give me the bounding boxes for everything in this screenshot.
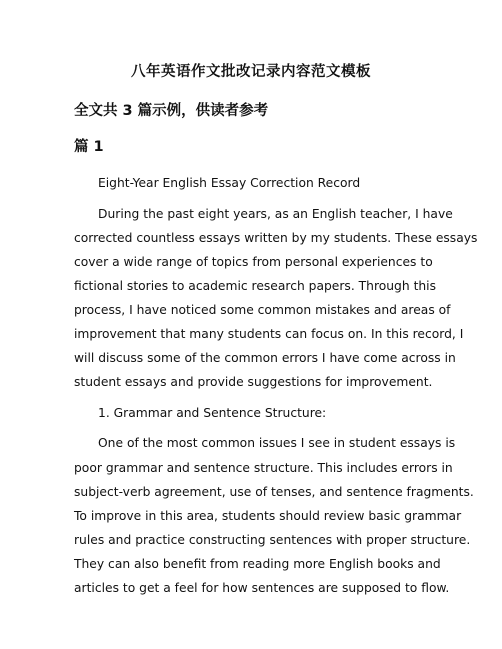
paragraph-line: During the past eight years, as an English teacher, I have (98, 206, 453, 221)
paragraph-line: cover a wide range of topics from personal experiences to (74, 254, 433, 269)
document-title: 八年英语作文批改记录内容范文模板 (131, 64, 371, 80)
paragraph-line: articles to get a feel for how sentences are supposed to flow. (74, 581, 450, 595)
essay-body (74, 171, 478, 600)
essay-title: Eight-Year English Essay Correction Record (98, 176, 361, 190)
paragraph-line: fictional stories to academic research papers. Through this (74, 278, 437, 293)
section-heading: 篇 1 (74, 139, 104, 155)
paragraph-line: improvement that many students can focus on. In this record, I (74, 327, 464, 342)
paragraph-line: process, I have noticed some common mistakes and areas of (74, 302, 451, 317)
paragraph-line: rules and practice constructing sentences with proper structure. (74, 532, 471, 547)
essay-title-block (74, 171, 434, 195)
paragraph-2 (74, 431, 474, 600)
paragraph-line: One of the most common issues I see in student essays is (98, 436, 456, 451)
paragraph-line: To improve in this area, students should review basic grammar (74, 508, 462, 523)
paragraph-line: subject-verb agreement, use of tenses, and sentence fragments. (74, 484, 474, 499)
paragraph-line: They can also benefit from reading more English books and (74, 556, 441, 571)
paragraph-line: poor grammar and sentence structure. This includes errors in (74, 460, 453, 475)
list-heading-block (74, 401, 434, 425)
paragraph-line: will discuss some of the common errors I have come across in (74, 351, 456, 366)
paragraph-line: student essays and provide suggestions for improvement. (74, 375, 433, 390)
paragraph-line: corrected countless essays written by my students. These essays (74, 230, 478, 245)
document-subtitle: 全文共 3 篇示例，供读者参考 (74, 103, 269, 119)
paragraph-1 (74, 202, 478, 395)
list-heading: 1. Grammar and Sentence Structure: (98, 405, 327, 420)
